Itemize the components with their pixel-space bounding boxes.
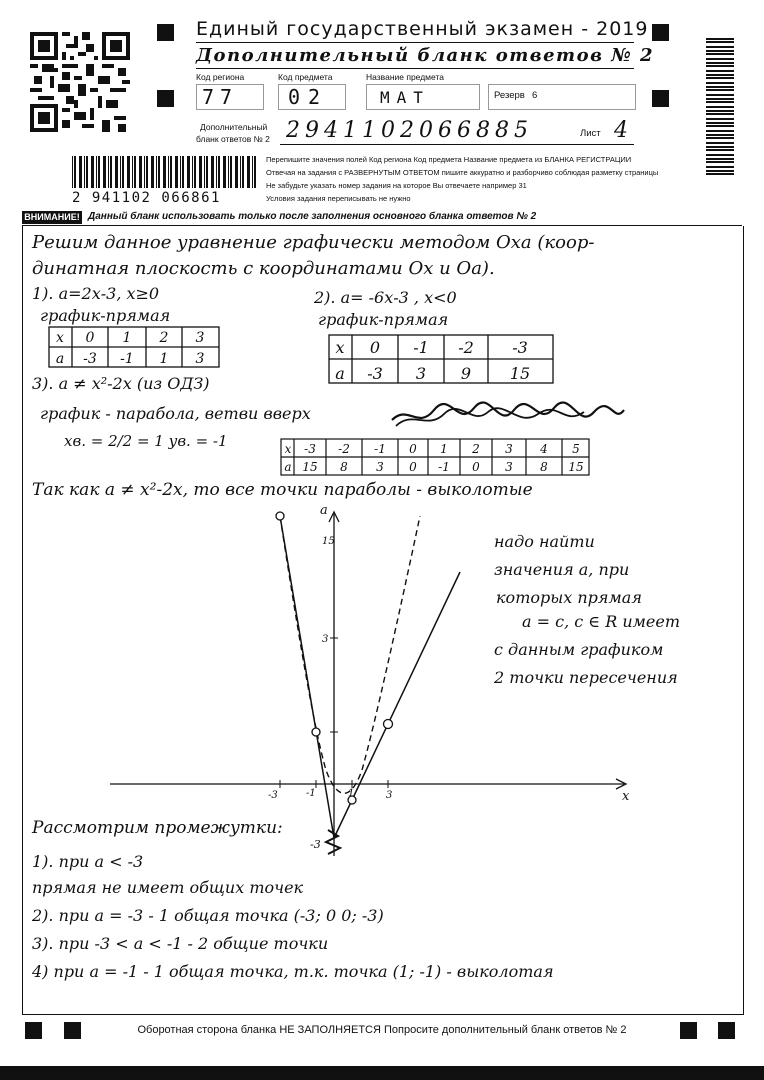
conclusion-line: Так как а ≠ х²-2х, то все точки параболы - выколотые [32, 480, 533, 500]
vertex-coordinates: хв. = 2/2 = 1 ув. = -1 [64, 432, 228, 450]
table-3-cell: 3 [505, 460, 513, 474]
table-3-cell: 0 [472, 460, 480, 474]
instruction-line-2: Отвечая на задания с РАЗВЕРНУТЫМ ОТВЕТОМ пишите аккуратно и разборчиво соблюдая разметку страницы [266, 168, 659, 177]
table-3-cell: 5 [572, 442, 580, 456]
case-2-graph-type: график-прямая [318, 310, 449, 329]
extra-blank-label-2: бланк ответов № 2 [196, 134, 270, 144]
review-heading: Рассмотрим промежутки: [32, 818, 283, 838]
table-3-cell: -2 [338, 442, 350, 456]
solution-line-2: динатная плоскость с координатами Ох и Оа). [32, 258, 495, 279]
instruction-line-3: Не забудьте указать номер задания на которое Вы отвечаете например 31 [266, 181, 527, 190]
table-2-cell: х [335, 338, 345, 357]
subject-code-value: 02 [288, 85, 329, 109]
parabola-dashed [280, 516, 420, 793]
y-label-neg3: -3 [310, 838, 321, 851]
footer-note: Оборотная сторона бланка НЕ ЗАПОЛНЯЕТСЯ Попросите дополнительный бланк ответов № 2 [137, 1024, 627, 1036]
subject-code-label: Код предмета [278, 72, 333, 82]
case-1-graph-type: график-прямая [40, 306, 171, 325]
open-point-right [384, 720, 393, 729]
header-divider [196, 42, 634, 43]
x-label-neg1: -1 [306, 788, 316, 799]
sheet-label: Лист [580, 128, 601, 139]
registration-mark-mid-right [652, 90, 669, 107]
sheet-number: 4 [614, 118, 628, 143]
y-label-3: 3 [322, 634, 329, 645]
table-3-cell: 15 [302, 460, 318, 474]
bottom-black-band [0, 1066, 764, 1080]
table-3 [280, 438, 592, 478]
form-subtitle: Дополнительный бланк ответов № 2 [196, 45, 655, 66]
extra-blank-label-1: Дополнительный [200, 122, 268, 132]
subject-name-value: МАТ [380, 88, 430, 107]
main-barcode [72, 156, 262, 190]
table-3-cell: -3 [304, 442, 316, 456]
region-code-value: 77 [202, 85, 239, 109]
table-2 [328, 334, 558, 386]
extra-blank-number: 2941102066885 [286, 118, 533, 143]
table-3-cell: 3 [376, 460, 384, 474]
table-1-cell: 3 [195, 351, 205, 367]
side-note-5: с данным графиком [494, 640, 664, 659]
reserve-value: 6 [532, 90, 538, 101]
table-2-cell: 9 [460, 364, 472, 383]
table-3-cell: х [284, 442, 292, 456]
review-case-1b: прямая не имеет общих точек [32, 878, 304, 897]
open-point-left-top [276, 512, 284, 520]
table-3-cell: 0 [409, 442, 417, 456]
qr-code [30, 32, 130, 132]
barcode-number: 2 941102 066861 [72, 190, 221, 206]
sheet-underline [280, 144, 634, 145]
instruction-line-1: Перепишите значения полей Код региона Код предмета Название предмета из БЛАНКА РЕГИСТРАЦИИ [266, 155, 632, 164]
table-2-cell: а [335, 364, 345, 383]
side-note-1: надо найти [494, 532, 595, 551]
case-2-formula: 2). а= -6х-3 , х<0 [314, 288, 457, 307]
table-3-cell: -1 [438, 460, 450, 474]
header-divider-2 [196, 68, 634, 69]
region-code-label: Код региона [196, 72, 245, 82]
table-1-cell: а [55, 351, 65, 367]
side-note-4: а = с, с ∈ R имеет [522, 612, 681, 631]
y-axis-label: а [320, 503, 328, 518]
table-1-cell: 3 [195, 330, 205, 346]
table-2-cell: -3 [367, 364, 383, 383]
scribbled-out-text [388, 400, 628, 434]
warning-text: Данный бланк использовать только после заполнения основного бланка ответов № 2 [88, 211, 537, 222]
x-label-1: 1 [348, 788, 355, 799]
case-3-formula: 3). а ≠ х²-2х (из ОДЗ) [32, 374, 210, 393]
exam-title: Единый государственный экзамен - 2019 [196, 18, 649, 40]
registration-mark-top-left [157, 24, 174, 41]
table-1 [48, 326, 228, 370]
review-case-2: 2). при а = -3 - 1 общая точка (-3; 0 0; -3) [32, 906, 384, 925]
review-case-1: 1). при а < -3 [32, 852, 144, 871]
table-2-cell: 15 [509, 364, 531, 383]
solution-line-1: Решим данное уравнение графически методом Оха (коор- [32, 232, 595, 253]
table-2-cell: 3 [415, 364, 427, 383]
table-3-cell: 1 [440, 442, 448, 456]
x-label-neg3: -3 [268, 790, 278, 801]
subject-name-label: Название предмета [366, 72, 444, 82]
table-1-cell: -3 [83, 351, 97, 367]
table-1-cell: 1 [122, 330, 132, 346]
table-3-cell: 15 [568, 460, 584, 474]
case-1-formula: 1). а=2х-3, х≥0 [32, 284, 160, 303]
table-3-cell: 0 [409, 460, 417, 474]
instruction-line-4: Условия задания переписывать не нужно [266, 194, 411, 203]
table-2-cell: 0 [369, 338, 381, 357]
side-note-2: значения а, при [494, 560, 630, 579]
table-3-cell: 3 [505, 442, 513, 456]
table-1-cell: х [56, 330, 64, 346]
table-1-cell: 1 [159, 351, 169, 367]
table-2-cell: -1 [413, 338, 429, 357]
x-axis-label: х [622, 789, 630, 804]
table-2-cell: -3 [512, 338, 528, 357]
case-3-graph-type: график - парабола, ветви вверх [40, 404, 311, 423]
open-point-left [312, 728, 320, 736]
table-3-cell: 8 [540, 460, 548, 474]
side-barcode [706, 38, 736, 178]
table-3-cell: 4 [540, 442, 548, 456]
table-2-cell: -2 [458, 338, 474, 357]
table-1-cell: -1 [120, 351, 134, 367]
table-3-cell: 2 [472, 442, 480, 456]
table-3-cell: -1 [374, 442, 386, 456]
y-label-15: 15 [322, 536, 335, 547]
table-1-cell: 2 [159, 330, 169, 346]
review-case-3: 3). при -3 < а < -1 - 2 общие точки [32, 934, 329, 953]
registration-mark-mid-left [157, 90, 174, 107]
warning-badge: ВНИМАНИЕ! [22, 211, 82, 224]
side-note-6: 2 точки пересечения [494, 668, 678, 687]
table-3-cell: 8 [340, 460, 348, 474]
review-case-4: 4) при а = -1 - 1 общая точка, т.к. точка (1; -1) - выколотая [32, 962, 554, 981]
registration-mark-top-right [652, 24, 669, 41]
table-3-cell: а [284, 460, 292, 474]
x-label-3: 3 [386, 790, 393, 801]
table-1-cell: 0 [85, 330, 95, 346]
side-note-3: которых прямая [496, 588, 642, 607]
reserve-label: Резерв [494, 90, 525, 101]
